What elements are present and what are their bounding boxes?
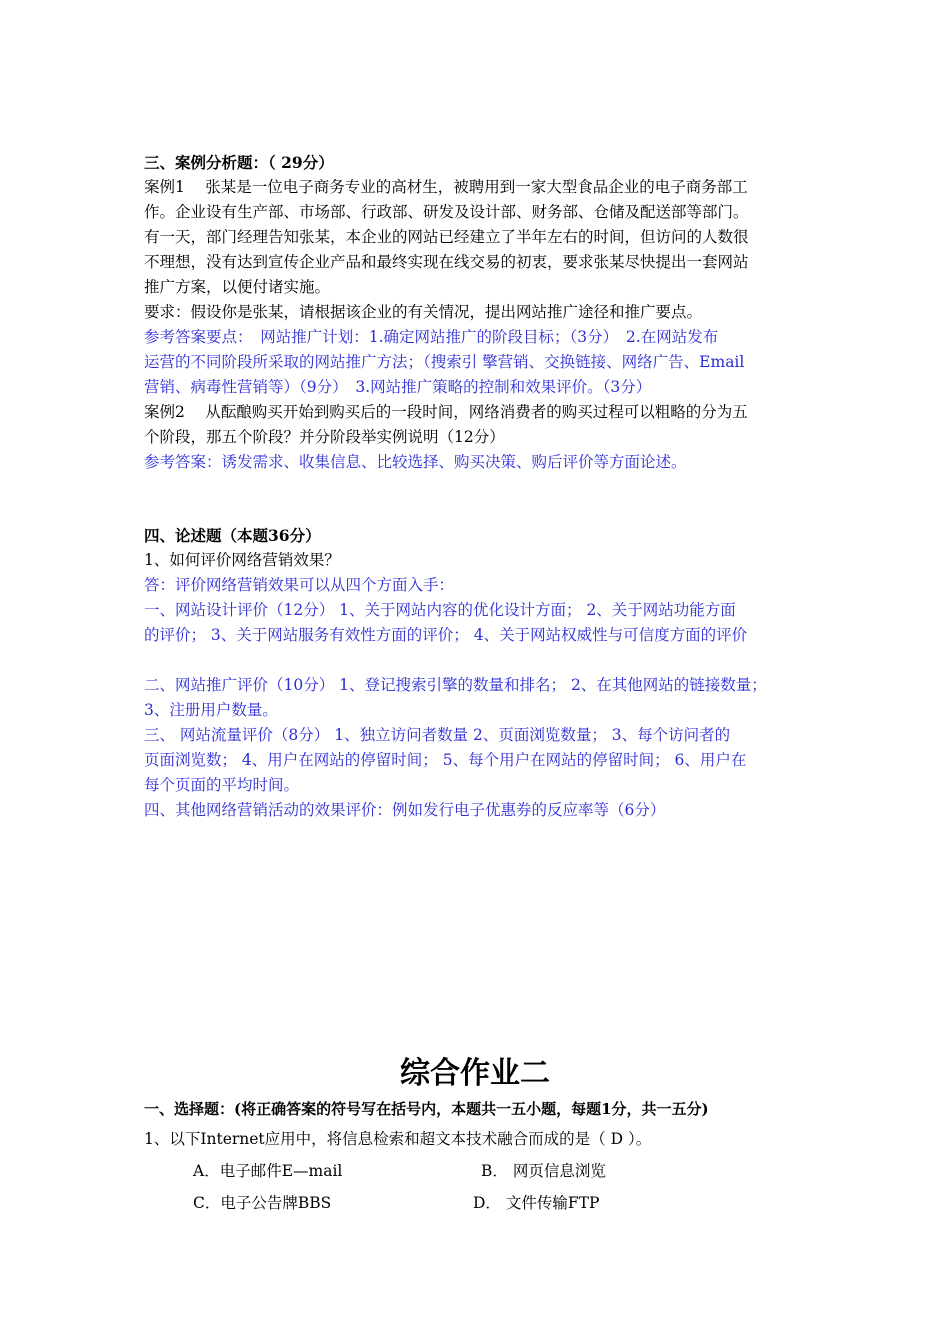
- section-4-answer-line: 二、网站推广评价（10分） 1、登记搜索引擎的数量和排名； 2、在其他网站的链接数量；: [144, 676, 767, 694]
- case2-answer: 参考答案：诱发需求、收集信息、比较选择、购买决策、购后评价等方面论述。: [144, 453, 687, 471]
- section-4-answer-line: 3、注册用户数量。: [144, 701, 278, 719]
- case2-line: 个阶段，那五个阶段？并分阶段举实例说明（12分）: [144, 428, 505, 446]
- case1-line: 作。企业设有生产部、市场部、行政部、研发及设计部、财务部、仓储及配送部等部门。: [144, 203, 749, 221]
- section-4-answer-line: 页面浏览数； 4、用户在网站的停留时间； 5、每个用户在网站的停留时间； 6、用户在: [144, 751, 747, 769]
- section-4-answer-line: 每个页面的平均时间。: [144, 776, 300, 794]
- section-4-answer-line: 四、其他网络营销活动的效果评价：例如发行电子优惠券的反应率等（6分）: [144, 801, 666, 819]
- section-4-heading: 四、论述题（本题36分）: [144, 526, 321, 545]
- case1-requirement: 要求：假设你是张某，请根据该企业的有关情况，提出网站推广途径和推广要点。: [144, 303, 703, 321]
- case1-answer-line: 营销、病毒性营销等）（9分） 3.网站推广策略的控制和效果评价。（3分）: [144, 378, 652, 396]
- section-3-heading: 三、案例分析题：（ 29分）: [144, 153, 334, 172]
- section-4-answer-line: 一、网站设计评价（12分） 1、关于网站内容的优化设计方面； 2、关于网站功能方面: [144, 601, 736, 619]
- case1-line: 不理想，没有达到宣传企业产品和最终实现在线交易的初衷，要求张某尽快提出一套网站: [144, 253, 749, 271]
- case1-answer-line: 参考答案要点： 网站推广计划：1.确定网站推广的阶段目标；（3分） 2.在网站发布: [144, 328, 719, 346]
- question-1: 1、以下Internet应用中，将信息检索和超文本技术融合而成的是（ D ）。: [144, 1130, 652, 1148]
- section-4-answer-line: 答：评价网络营销效果可以从四个方面入手：: [144, 576, 455, 594]
- option-b: B． 网页信息浏览: [481, 1162, 606, 1180]
- section-4-answer-line: 三、 网站流量评价（8分） 1、独立访问者数量 2、页面浏览数量； 3、每个访问者的: [144, 726, 731, 744]
- section-4-question: 1、如何评价网络营销效果？: [144, 551, 340, 569]
- option-d: D． 文件传输FTP: [473, 1194, 600, 1212]
- section-4-answer-line: 的评价； 3、关于网站服务有效性方面的评价； 4、关于网站权威性与可信度方面的评价: [144, 626, 748, 644]
- case1-line: 推广方案，以便付诸实施。: [144, 278, 331, 296]
- case1-line: 案例1 张某是一位电子商务专业的高材生，被聘用到一家大型食品企业的电子商务部工: [144, 178, 748, 196]
- choice-section-heading: 一、选择题：(将正确答案的符号写在括号内，本题共一五小题，每题1分，共一五分): [144, 1100, 709, 1118]
- case1-answer-line: 运营的不同阶段所采取的网站推广方法；（搜索引 擎营销、交换链接、网络广告、Email: [144, 353, 745, 371]
- homework-2-title: 综合作业二: [400, 1056, 550, 1091]
- option-a: A．电子邮件E—mail: [193, 1162, 343, 1180]
- option-c: C．电子公告牌BBS: [193, 1194, 332, 1212]
- case1-line: 有一天，部门经理告知张某，本企业的网站已经建立了半年左右的时间，但访问的人数很: [144, 228, 749, 246]
- case2-line: 案例2 从酝酿购买开始到购买后的一段时间，网络消费者的购买过程可以粗略的分为五: [144, 403, 748, 421]
